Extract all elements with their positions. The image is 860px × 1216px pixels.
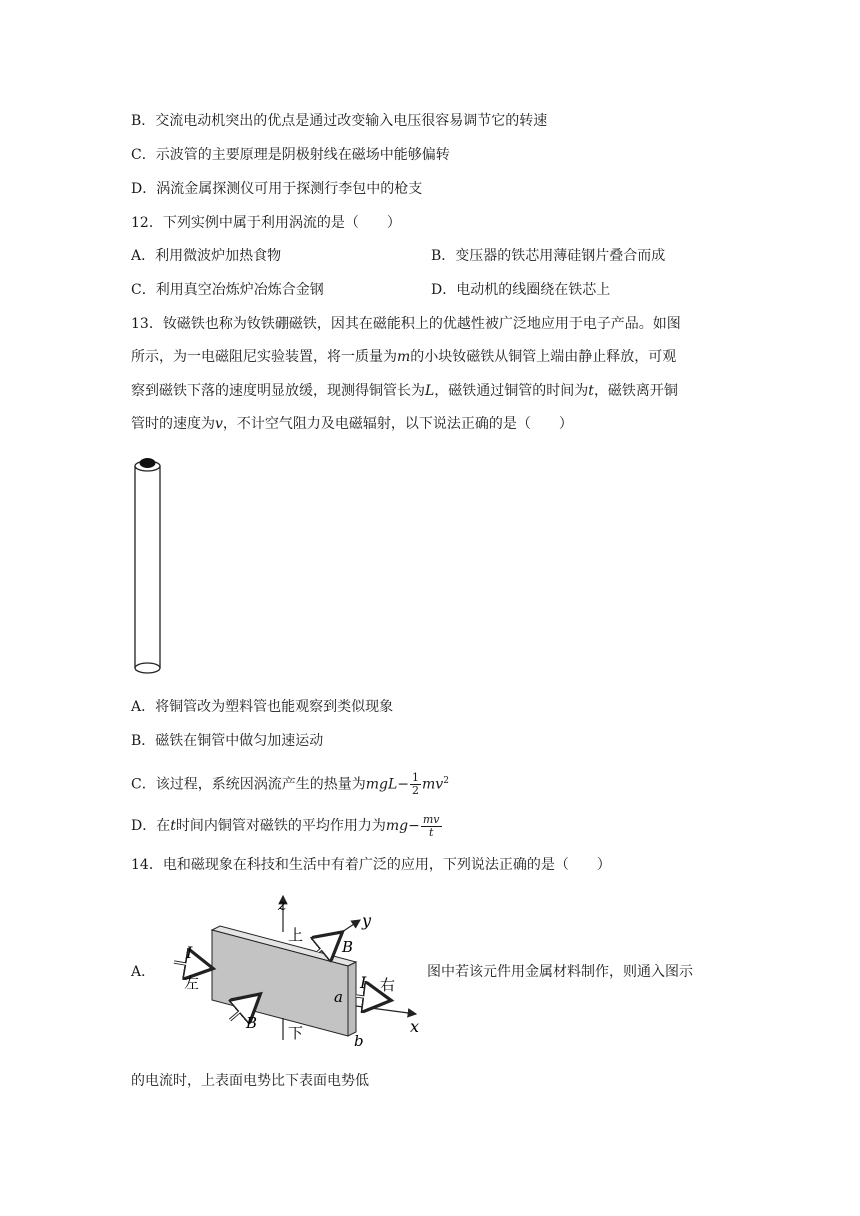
z-axis-label: z (278, 895, 287, 914)
q13-stem-line3 (131, 381, 678, 401)
formula-mv: mv (422, 776, 444, 793)
q13-stem-text: ，不计空气阻力及电磁辐射，以下说法正确的是（ ） (222, 416, 573, 432)
label-left: 左 (184, 974, 200, 992)
q13-option-d-text: D．在 (131, 818, 171, 834)
formula-mgL: mgL (365, 776, 398, 793)
var-m: m (397, 349, 411, 365)
q14-option-a-text-line2: 的电流时，上表面电势比下表面电势低 (131, 1073, 369, 1089)
q12-option-a: A．利用微波炉加热食物 (131, 248, 282, 264)
q13-stem-text: ，磁铁通过铜管的时间为 (434, 383, 589, 399)
fraction-denominator: t (428, 825, 434, 839)
q13-stem-text: ，磁铁离开铜 (593, 383, 678, 399)
fraction-numerator: mv (422, 812, 440, 826)
var-t: t (170, 818, 176, 834)
fraction-numerator: 1 (412, 771, 419, 785)
q13-option-d (131, 811, 443, 841)
q12-stem: 12．下列实例中属于利用涡流的是（ ） (131, 215, 401, 231)
var-L: L (425, 383, 435, 399)
point-b-label: b (354, 1032, 364, 1048)
label-right: 右 (380, 976, 396, 994)
q13-stem-line1: 13．钕磁铁也称为钕铁硼磁铁，因其在磁能积上的优越性被广泛地应用于电子产品。如图 (131, 316, 681, 332)
q13-stem-text: 察到磁铁下落的速度明显放缓，现测得铜管长为 (131, 383, 425, 399)
point-a-label: a (334, 988, 343, 1006)
q14-option-a-text-line1: 图中若该元件用金属材料制作，则通入图示 (427, 964, 693, 980)
q11-option-b: B．交流电动机突出的优点是通过改变输入电压很容易调节它的转速 (131, 113, 548, 129)
current-label-left: I (186, 943, 193, 962)
y-axis-label: y (362, 911, 372, 930)
magnetic-field-label-bottom: B (246, 1014, 258, 1032)
q12-option-b: B．变压器的铁芯用薄硅钢片叠合而成 (431, 248, 666, 264)
label-up: 上 (288, 926, 304, 944)
var-v: v (215, 416, 223, 432)
q11-option-d: D．涡流金属探测仪可用于探测行李包中的枪支 (131, 181, 423, 197)
q13-stem-line2 (131, 347, 676, 367)
fraction-mv-over-t (421, 814, 442, 839)
copper-tube-figure (125, 452, 175, 682)
label-down: 下 (288, 1024, 304, 1042)
q13-option-b: B．磁铁在铜管中做匀加速运动 (131, 733, 324, 749)
formula-exponent: 2 (443, 776, 449, 786)
x-axis-label: x (410, 1017, 420, 1036)
hall-effect-figure (170, 888, 430, 1048)
q13-option-a: A．将铜管改为塑料管也能观察到类似现象 (131, 699, 394, 715)
q13-option-d-text: 时间内铜管对磁铁的平均作用力为 (175, 818, 386, 834)
formula-mg: mg (385, 818, 409, 834)
q12-option-d: D．电动机的线圈绕在铁芯上 (431, 282, 611, 298)
q13-option-c (131, 766, 449, 800)
q14-option-a-label: A． (131, 964, 156, 980)
fraction-denominator: 2 (412, 784, 419, 798)
q13-stem-text: 所示，为一电磁阻尼实验装置，将一质量为 (131, 349, 397, 365)
var-t: t (588, 383, 594, 399)
formula-minus: − (397, 776, 409, 793)
q14-stem: 14．电和磁现象在科技和生活中有着广泛的应用，下列说法正确的是（ ） (131, 857, 611, 873)
q11-option-c: C．示波管的主要原理是阴极射线在磁场中能够偏转 (131, 147, 450, 163)
formula-minus: − (408, 818, 420, 834)
q12-option-c: C．利用真空冶炼炉冶炼合金钢 (131, 282, 324, 298)
q13-option-c-text: C．该过程，系统因涡流产生的热量为 (131, 776, 366, 793)
fraction-one-half (410, 772, 421, 797)
q13-stem-line4 (131, 414, 573, 434)
q13-stem-text: 的小块钕磁铁从铜管上端由静止释放，可观 (410, 349, 677, 365)
magnetic-field-label-top: B (342, 938, 354, 956)
q13-stem-text: 管时的速度为 (131, 416, 215, 432)
current-label-right: I (360, 973, 367, 992)
